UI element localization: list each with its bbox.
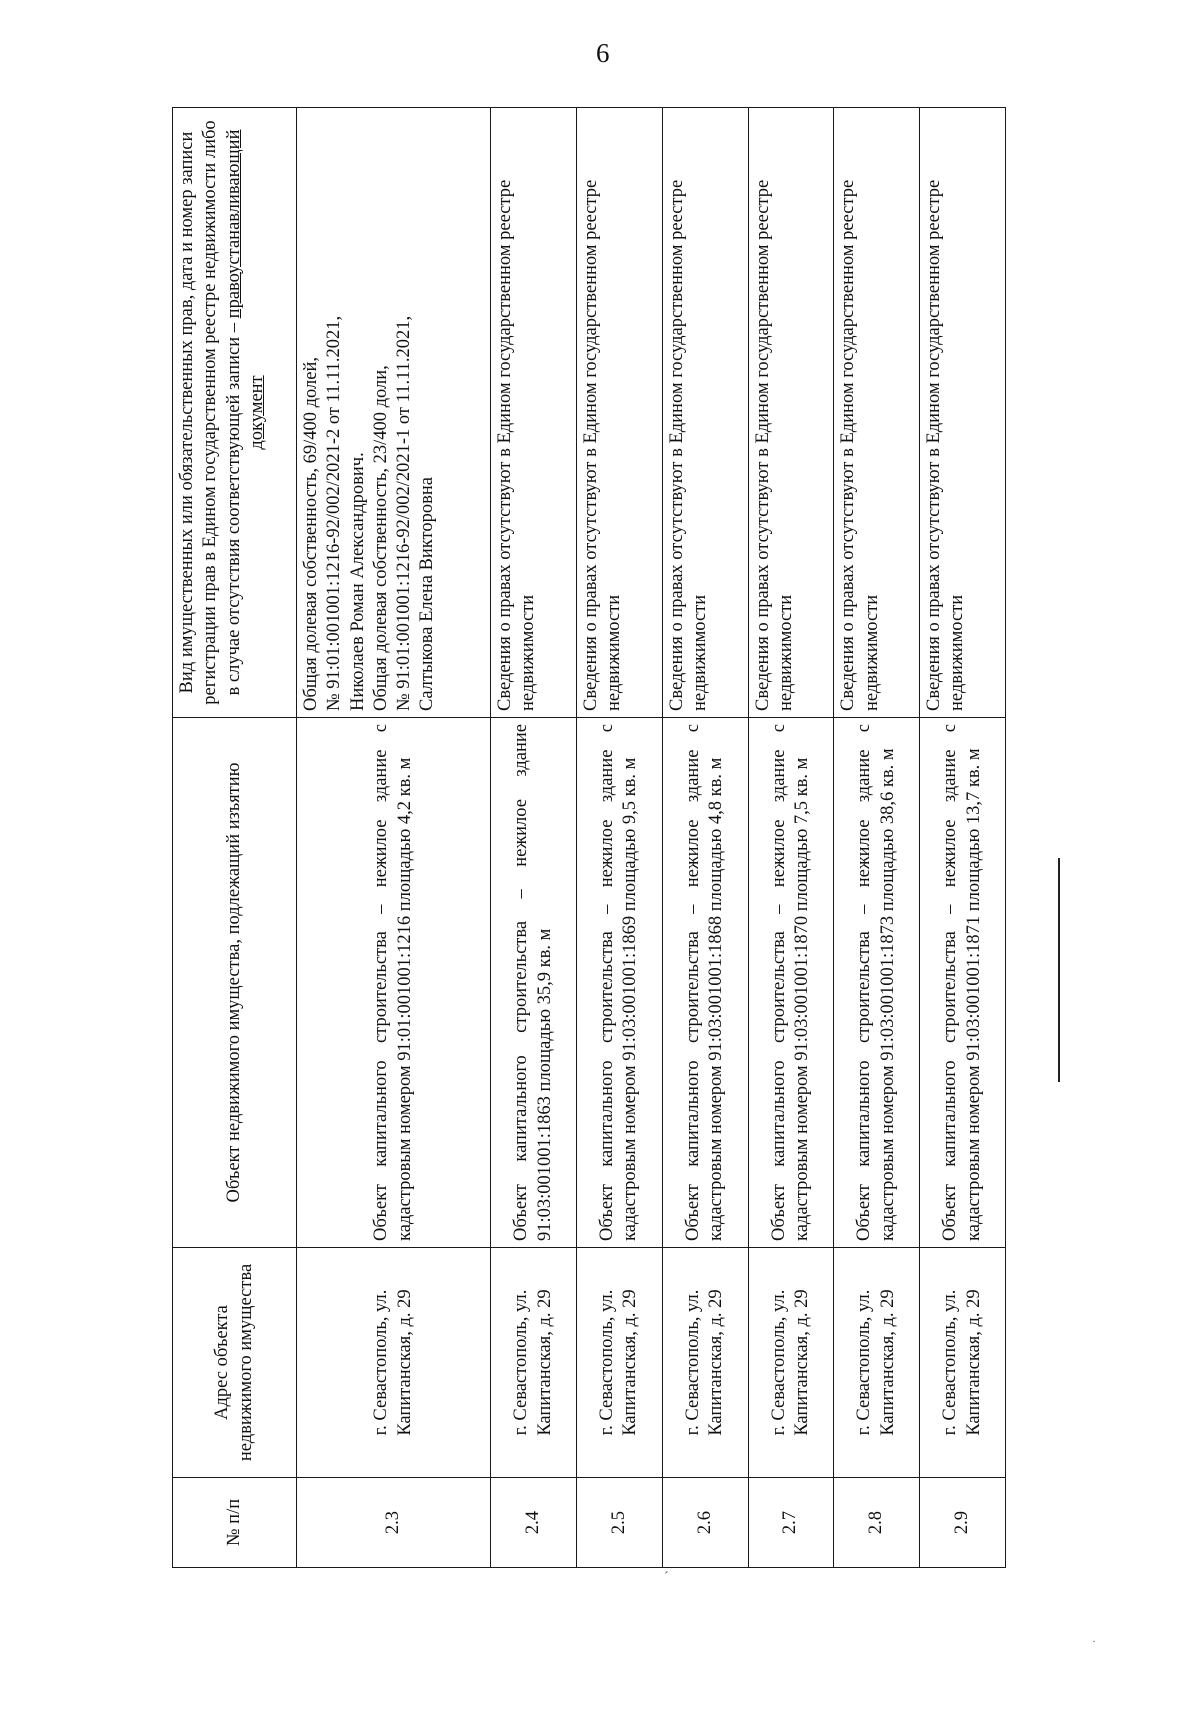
rights-line: Общая долевая собственность, 69/400 долей,	[301, 357, 321, 711]
row-rights	[748, 108, 834, 718]
closing-rule	[1058, 858, 1060, 1082]
row-address: г. Севастополь, ул. Капитанская, д. 29	[748, 1248, 834, 1478]
rights-line: Сведения о правах отсутствуют в Едином государственном реестре недвижимости	[580, 179, 625, 711]
header-rights-underlined: правоустанавливающий документ	[223, 129, 267, 450]
row-address: г. Севастополь, ул. Капитанская, д. 29	[576, 1248, 662, 1478]
header-rights	[173, 108, 297, 718]
rights-line: Сведения о правах отсутствуют в Едином государственном реестре недвижимости	[495, 179, 539, 711]
table-row	[491, 108, 577, 1568]
rights-line: № 91:01:001001:1216-92/002/2021-1 от 11.11.2021,	[394, 315, 415, 711]
row-address: г. Севастополь, ул. Капитанская, д. 29	[834, 1248, 920, 1478]
row-rights	[297, 108, 491, 718]
page-number: 6	[596, 38, 610, 68]
row-number: 2.7	[748, 1478, 834, 1568]
document-table-area	[172, 108, 1006, 1568]
rights-line: № 91:01:001001:1216-92/002/2021-2 от 11.11.2021,	[324, 315, 345, 711]
header-rights-text: Вид имущественных или обязательственных прав, дата и номер записи регистрации прав в Едином государственном реестре недвижимости либо в случае отсутствия соответствующей записи –	[177, 120, 244, 705]
row-rights	[662, 108, 748, 718]
rights-line: Сведения о правах отсутствуют в Едином государственном реестре недвижимости	[752, 179, 796, 711]
scan-mark: ˊ	[664, 1570, 669, 1585]
row-rights	[576, 108, 662, 718]
rights-line: Сведения о правах отсутствуют в Едином государственном реестре недвижимости	[924, 179, 968, 711]
row-object: Объект капитального строительства – нежилое здание с кадастровым номером 91:01:001001:1216 площадью 4,2 кв. м	[297, 718, 491, 1248]
row-rights	[920, 108, 1006, 718]
table-row	[834, 108, 920, 1568]
row-object: Объект капитального строительства – нежилое здание с кадастровым номером 91:03:001001:1873 площадью 38,6 кв. м	[834, 718, 920, 1248]
rights-line: Сведения о правах отсутствуют в Едином государственном реестре недвижимости	[838, 179, 882, 711]
row-number: 2.6	[662, 1478, 748, 1568]
row-rights	[491, 108, 577, 718]
header-address: Адрес объекта недвижимого имущества	[173, 1248, 297, 1478]
table-row	[748, 108, 834, 1568]
property-table	[172, 107, 1006, 1568]
row-number: 2.3	[297, 1478, 491, 1568]
row-object: Объект капитального строительства – нежилое здание с кадастровым номером 91:03:001001:1868 площадью 4,8 кв. м	[662, 718, 748, 1248]
row-address: г. Севастополь, ул. Капитанская, д. 29	[662, 1248, 748, 1478]
row-object: Объект капитального строительства – нежилое здание 91:03:001001:1863 площадью 35,9 кв. м	[491, 718, 577, 1248]
row-object: Объект капитального строительства – нежилое здание с кадастровым номером 91:03:001001:1870 площадью 7,5 кв. м	[748, 718, 834, 1248]
row-number: 2.8	[834, 1478, 920, 1568]
rotated-table-container	[172, 108, 1006, 1568]
row-object: Объект капитального строительства – нежилое здание с кадастровым номером 91:03:001001:1871 площадью 13,7 кв. м	[920, 718, 1006, 1248]
row-object: Объект капитального строительства – нежилое здание с кадастровым номером 91:03:001001:1869 площадью 9,5 кв. м	[576, 718, 662, 1248]
table-row	[920, 108, 1006, 1568]
table-row	[576, 108, 662, 1568]
table-row	[297, 108, 491, 1568]
rights-line: Николаев Роман Александрович.	[347, 452, 368, 711]
table-body	[297, 108, 1006, 1568]
table-header-row	[173, 108, 297, 1568]
row-number: 2.9	[920, 1478, 1006, 1568]
rights-line: Общая долевая собственность, 23/400 доли,	[370, 365, 391, 711]
row-address: г. Севастополь, ул. Капитанская, д. 29	[920, 1248, 1006, 1478]
rights-line: Сведения о правах отсутствуют в Едином государственном реестре недвижимости	[666, 179, 711, 711]
header-num: № п/п	[173, 1478, 297, 1568]
rights-line: Салтыкова Елена Викторовна	[417, 477, 438, 711]
row-number: 2.4	[491, 1478, 577, 1568]
row-address: г. Севастополь, ул. Капитанская, д. 29	[491, 1248, 577, 1478]
scan-dot: ·	[1092, 1634, 1096, 1648]
table-row	[662, 108, 748, 1568]
row-number: 2.5	[576, 1478, 662, 1568]
row-rights	[834, 108, 920, 718]
row-address: г. Севастополь, ул. Капитанская, д. 29	[297, 1248, 491, 1478]
header-object: Объект недвижимого имущества, подлежащий изъятию	[173, 718, 297, 1248]
